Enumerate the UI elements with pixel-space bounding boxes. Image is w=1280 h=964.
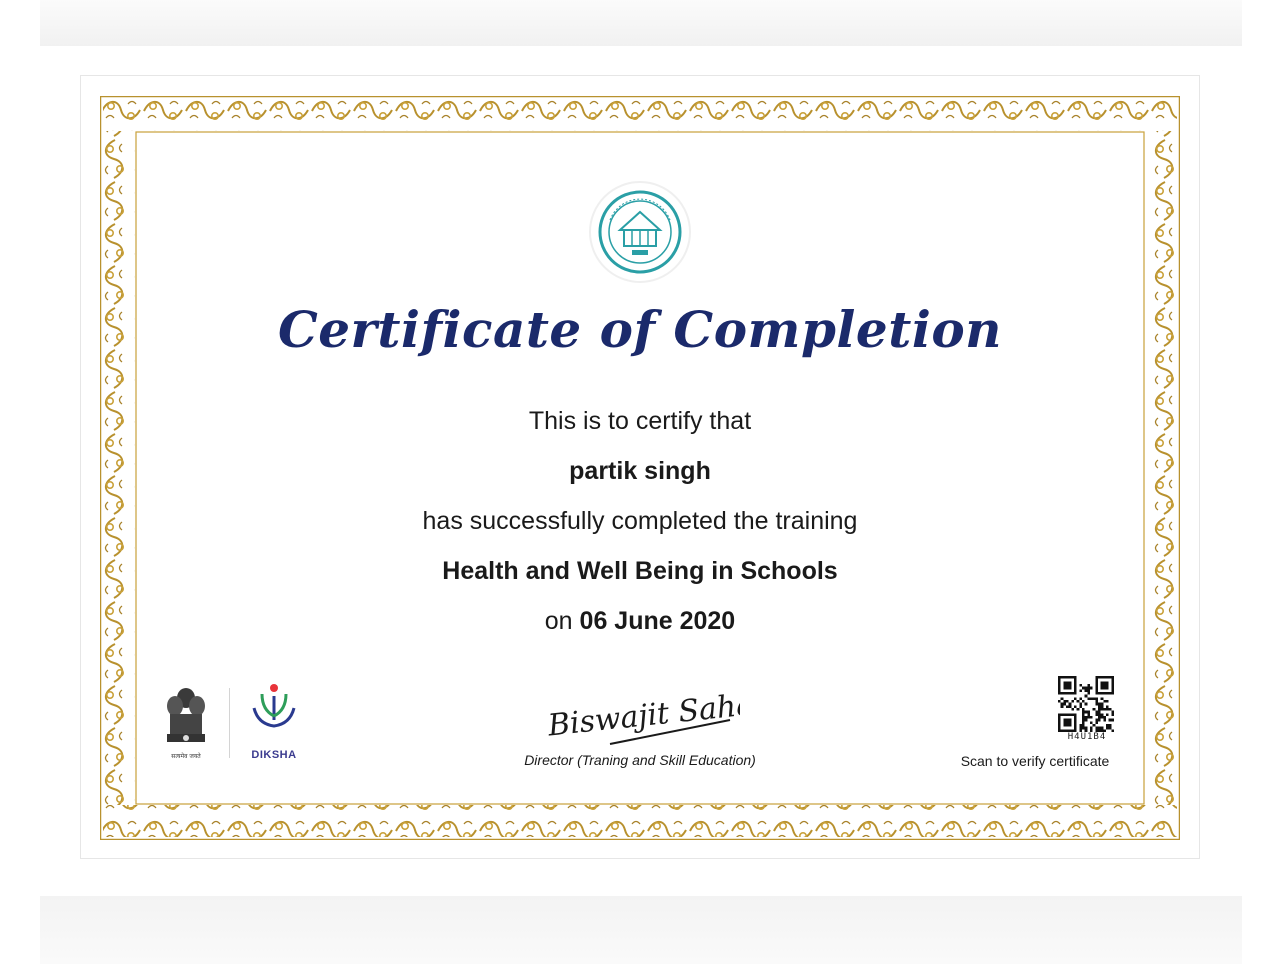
- director-signature: [540, 680, 740, 748]
- completion-date-line: [240, 607, 1040, 636]
- qr-code-id: H4U1B4: [1067, 732, 1107, 742]
- top-page-band: [40, 0, 1242, 46]
- bottom-page-band: [40, 896, 1242, 964]
- verification-qr-code[interactable]: [1058, 676, 1116, 732]
- certify-intro: This is to certify that: [528, 407, 752, 435]
- diksha-label: DIKSHA: [251, 749, 297, 761]
- course-name: Health and Well Being in Schools: [442, 557, 838, 585]
- certificate-title: Certificate of Completion: [277, 300, 1003, 359]
- signature-text: Biswajit Saha: [546, 687, 740, 744]
- date-prefix: on: [544, 607, 573, 635]
- logo-divider: [229, 688, 230, 758]
- national-emblem-icon: [162, 684, 210, 764]
- emblem-caption: सत्यमेव जयते: [171, 753, 201, 760]
- cbse-seal-logo: [580, 180, 700, 284]
- completion-date: 06 June 2020: [579, 607, 736, 635]
- recipient-name: partik singh: [569, 457, 711, 485]
- signatory-role: Director (Traning and Skill Education): [524, 752, 756, 768]
- completion-statement: has successfully completed the training: [422, 507, 858, 535]
- diksha-logo-icon: [246, 682, 302, 732]
- verify-caption: Scan to verify certificate: [960, 753, 1110, 769]
